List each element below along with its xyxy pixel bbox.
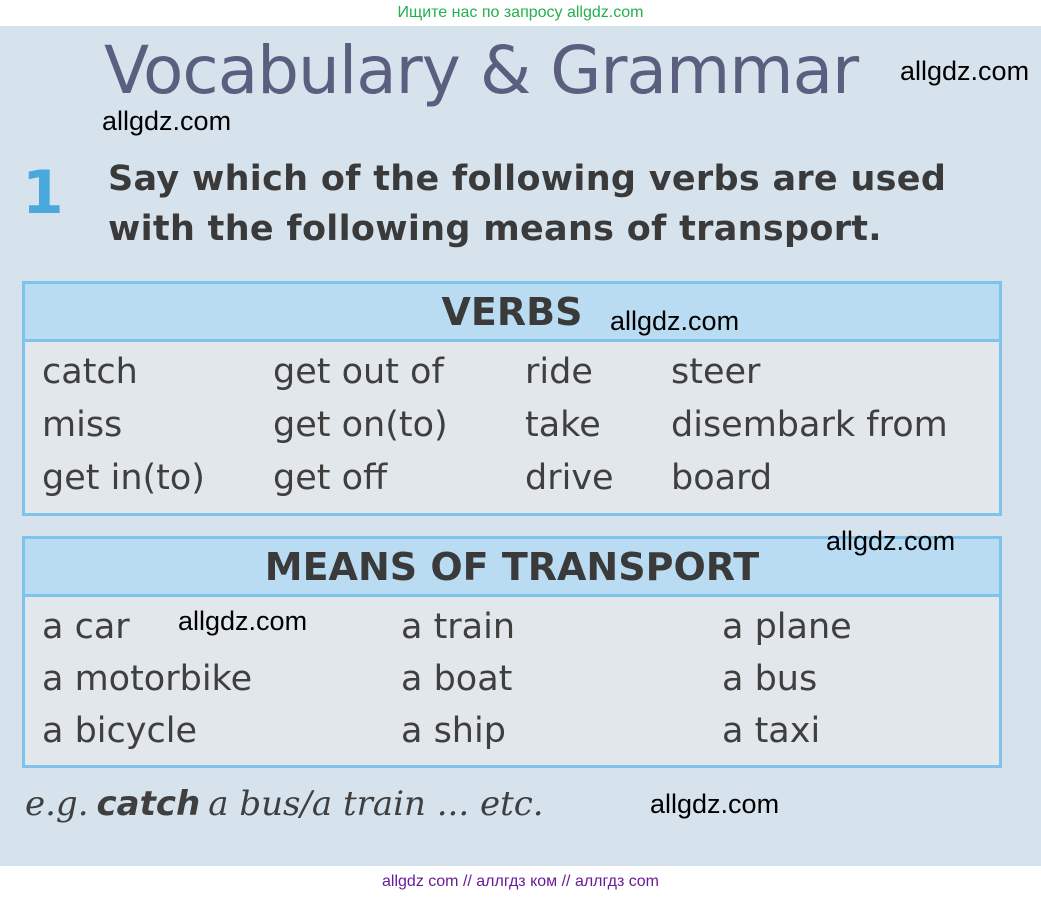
transport-list — [25, 597, 999, 765]
verb-item: get on(to) — [273, 405, 448, 445]
verbs-box — [22, 281, 1002, 516]
example-line — [25, 784, 544, 824]
transport-box — [22, 536, 1002, 768]
verb-item: steer — [671, 352, 761, 392]
verb-item: get out of — [273, 352, 444, 392]
top-banner[interactable]: Ищите нас по запросу allgdz.com — [0, 0, 1041, 26]
transport-heading: MEANS OF TRANSPORT — [25, 539, 999, 597]
verb-item: get in(to) — [42, 458, 205, 498]
watermark: allgdz.com — [178, 606, 308, 636]
verb-item: miss — [42, 405, 123, 445]
transport-item: a car — [42, 607, 130, 647]
transport-item: a taxi — [722, 711, 821, 751]
verb-item: take — [525, 405, 601, 445]
exercise-instruction: Say which of the following verbs are used with the following means of transport. — [108, 159, 947, 249]
watermark: allgdz.com — [900, 56, 1030, 86]
verb-item: ride — [525, 352, 593, 392]
verbs-list — [25, 342, 999, 514]
verbs-heading: VERBS — [25, 284, 999, 342]
transport-item: a boat — [401, 659, 513, 699]
watermark: allgdz.com — [610, 306, 740, 336]
watermark: allgdz.com — [650, 789, 780, 819]
example-prefix: e.g. — [25, 784, 89, 824]
transport-item: a motorbike — [42, 659, 253, 699]
verb-item: disembark from — [671, 405, 948, 445]
page-title: Vocabulary & Grammar — [104, 32, 859, 109]
watermark: allgdz.com — [826, 526, 956, 556]
transport-item: a plane — [722, 607, 852, 647]
watermark: allgdz.com — [102, 106, 232, 136]
example-verb: catch — [96, 784, 201, 824]
transport-item: a ship — [401, 711, 506, 751]
transport-item: a train — [401, 607, 516, 647]
bottom-banner[interactable]: allgdz com // аллгдз ком // аллгдз com — [0, 866, 1041, 898]
textbook-page — [0, 26, 1041, 866]
exercise-number: 1 — [22, 158, 64, 228]
example-rest: a bus/a train ... etc. — [208, 784, 544, 824]
verb-item: catch — [42, 352, 138, 392]
transport-item: a bus — [722, 659, 818, 699]
transport-item: a bicycle — [42, 711, 197, 751]
verb-item: board — [671, 458, 773, 498]
verb-item: drive — [525, 458, 614, 498]
verb-item: get off — [273, 458, 388, 498]
